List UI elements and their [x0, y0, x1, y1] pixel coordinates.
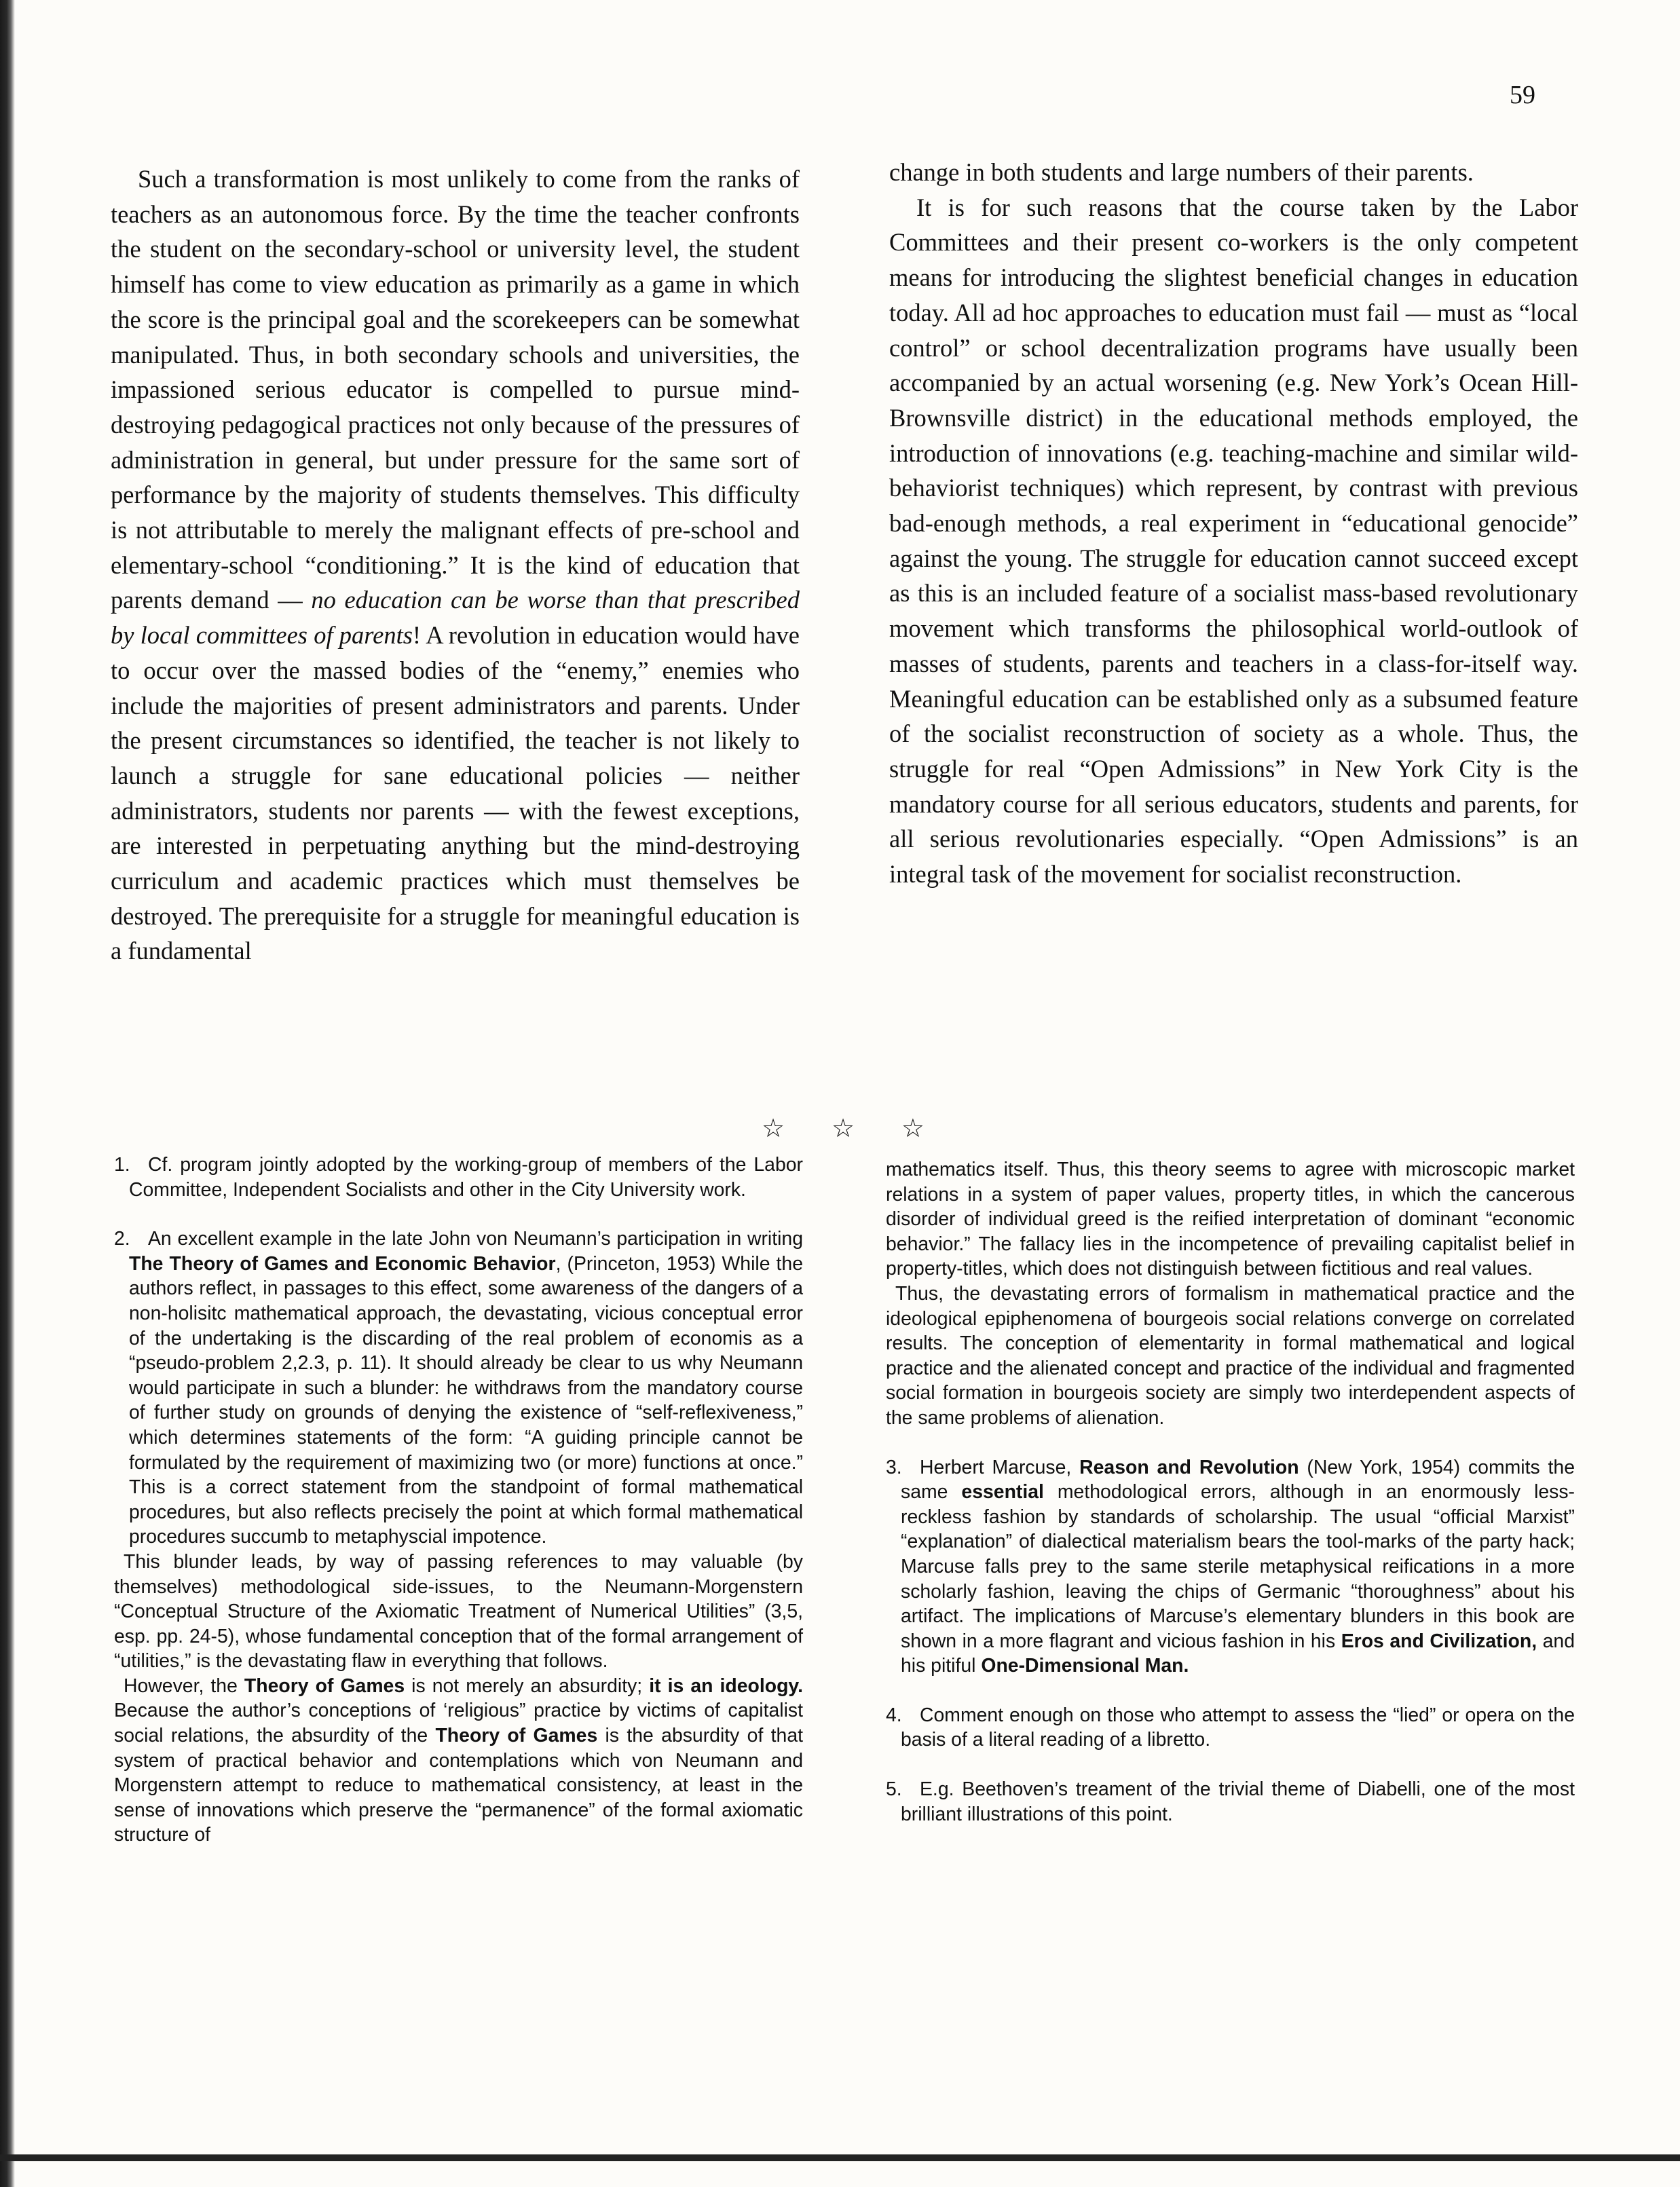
book-title: Eros and Civilization, [1341, 1630, 1537, 1652]
footnote-1: 1. Cf. program jointly adopted by the working-group of members of the Labor Committee, Independent Socialists and other in the City University work. [114, 1154, 803, 1201]
book-title: Reason and Revolution [1079, 1456, 1299, 1478]
italic-emphasis: no education can be worse than that prescribed by local committees of parents [111, 586, 800, 650]
bold-emphasis: it is an ideology. [649, 1675, 803, 1697]
binding-edge [0, 0, 15, 2187]
body-column-left [111, 162, 800, 969]
footnote-paragraph: mathematics itself. Thus, this theory seems to agree with microscopic market relations in a system of paper values, property titles, in which the cancerous disorder of individual greed is the reified interpretation of dominant “economic behavior.” The fallacy lies in the incompetence of prevailing capitalist belief in property-titles, which does not distinguish between fictitious and real values. [886, 1159, 1575, 1280]
footnote-number: 5. [886, 1778, 902, 1801]
footnote-5: 5. E.g. Beethoven’s treament of the trivial theme of Diabelli, one of the most brilliant illustrations of this point. [886, 1778, 1575, 1825]
footnote-paragraph: However, the Theory of Games is not merely an absurdity; it is an ideology. Because the author’s conceptions of ‘religious” practice by victims of capitalist social relations, the absurdity of the Theory of Games is the absurdity of that system of practical behavior and contemplations which von Neumann and Morgenstern attempt to reduce to mathematical consistency, at least in the sense of innovations which preserve the “permanence” of the formal axiomatic structure of [114, 1675, 804, 1846]
paragraph: change in both students and large numbers of their parents. [889, 158, 1474, 186]
section-separator [762, 1113, 925, 1144]
body-column-right [889, 155, 1578, 892]
footnotes-column-right [886, 1157, 1575, 1827]
book-title: Theory of Games [244, 1675, 405, 1697]
book-title: The Theory of Games and Economic Behavior [129, 1252, 556, 1275]
star-icon: ☆ [901, 1115, 925, 1143]
star-icon: ☆ [831, 1115, 855, 1143]
paragraph: Such a transformation is most unlikely to come from the ranks of teachers as an autonomous force. By the time the teacher confronts the student on the secondary-school or university level, the student himself has come to view education as primarily as a game in which the score is the principal goal and the scorekeepers can be somewhat manipulated. Thus, in both secondary schools and universities, the impassioned serious educator is compelled to pursue mind-destroying pedagogical practices not only because of the pressures of administration in general, but under pressure for the same sort of performance by the majority of students themselves. This difficulty is not attributable to merely the malignant effects of pre-school and elementary-school “conditioning.” It is the kind of education that parents demand — no education can be worse than that prescribed by local committees of parents! A revolution in education would have to occur over the massed bodies of the “enemy,” enemies who include the majorities of present administrators and parents. Under the present circumstances so identified, the teacher is not likely to launch a struggle for sane educational policies — neither administrators, students nor parents — with the fewest exceptions, are interested in perpetuating anything but the mind-destroying curriculum and academic practices which must themselves be destroyed. The prerequisite for a struggle for meaningful education is a fundamental [111, 165, 800, 965]
footnote-paragraph: Thus, the devastating errors of formalism in mathematical practice and the ideological epiphenomena of bourgeois social relations converge on correlated results. The conception of elementarity in formal mathematical and logical practice and the alienated concept and practice of the individual and fragmented social formation in bourgeois society are simply two interdependent aspects of the same problems of alienation. [886, 1282, 1575, 1429]
footnote-4: 4. Comment enough on those who attempt to assess the “lied” or opera on the basis of a literal reading of a libretto. [886, 1704, 1575, 1751]
footnote-2: 2. An excellent example in the late John von Neumann’s participation in writing The Theory of Games and Economic Behavior, (Princeton, 1953) While the authors reflect, in passages to this effect, some awareness of the dangers of a non-holisitc mathematical approach, the devastating, vicious conceptual error of the undertaking is the discarding of the real problem of economis as a “pseudo-problem 2,2.3, p. 11). It should already be clear to us why Neumann would participate in such a blunder: he withdraws from the mandatory course of further study on grounds of denying the existence of “self-reflexiveness,” which determines statements of the form: “A guiding principle cannot be formulated by the requirement of maximizing two (or more) functions at once.” This is a correct statement from the standpoint of formal mathematical procedures, but also reflects precisely the point at which formal mathematical procedures succumb to metaphyscial impotence. [114, 1228, 803, 1548]
book-title: One-Dimensional Man. [981, 1655, 1189, 1677]
page-number: 59 [1510, 81, 1535, 109]
footnote-3: 3. Herbert Marcuse, Reason and Revolution (New York, 1954) commits the same essential methodological errors, although in an enormously less-reckless fashion by standards of scholarship. The usual “official Marxist” “explanation” of dialectical materialism bears the tool-marks of the party hack; Marcuse falls prey to the same sterile metaphysical reifications in a more scholarly fashion, leaving the chips of Germanic “thoroughness” about his artifact. The implications of Marcuse’s elementary blunders in this book are shown in a more flagrant and vicious fashion in his Eros and Civilization, and his pitiful One-Dimensional Man. [886, 1456, 1575, 1677]
page-bottom-edge [0, 2154, 1680, 2161]
footnote-paragraph: This blunder leads, by way of passing references to may valuable (by themselves) methodological side-issues, to the Neumann-Morgenstern “Conceptual Structure of the Axiomatic Treatment of Numerical Utilities” (3,5, esp. pp. 24-5), whose fundamental conception that of the formal arrangement of “utilities,” is the devastating flaw in everything that follows. [114, 1550, 803, 1672]
star-icon: ☆ [762, 1115, 785, 1143]
footnote-number: 2. [114, 1228, 130, 1250]
footnote-number: 1. [114, 1154, 130, 1176]
footnote-number: 4. [886, 1704, 902, 1726]
footnote-number: 3. [886, 1456, 902, 1478]
paragraph: It is for such reasons that the course taken by the Labor Committees and their present co-workers is the only competent means for introducing the slightest beneficial changes in education today. All ad hoc approaches to education must fail — must as “local control” or school decentralization programs have usually been accompanied by an actual worsening (e.g. New York’s Ocean Hill-Brownsville district) in the educational methods employed, the introduction of innovations (e.g. teaching-machine and similar wild-behaviorist techniques) which represent, by contrast with previous bad-enough methods, a real experiment in “educational genocide” against the young. The struggle for education cannot succeed except as this is an included feature of a socialist mass-based revolutionary movement which transforms the philosophical world-outlook of masses of students, parents and teachers in a class-for-itself way. Meaningful education can be established only as a subsumed feature of the socialist reconstruction of society as a whole. Thus, the struggle for real “Open Admissions” in New York City is the mandatory course for all serious educators, students and parents, for all serious revolutionaries especially. “Open Admissions” is an integral task of the movement for socialist reconstruction. [889, 193, 1578, 889]
book-title: Theory of Games [435, 1725, 598, 1747]
footnotes-column-left [114, 1153, 803, 1848]
bold-emphasis: essential [961, 1481, 1044, 1503]
